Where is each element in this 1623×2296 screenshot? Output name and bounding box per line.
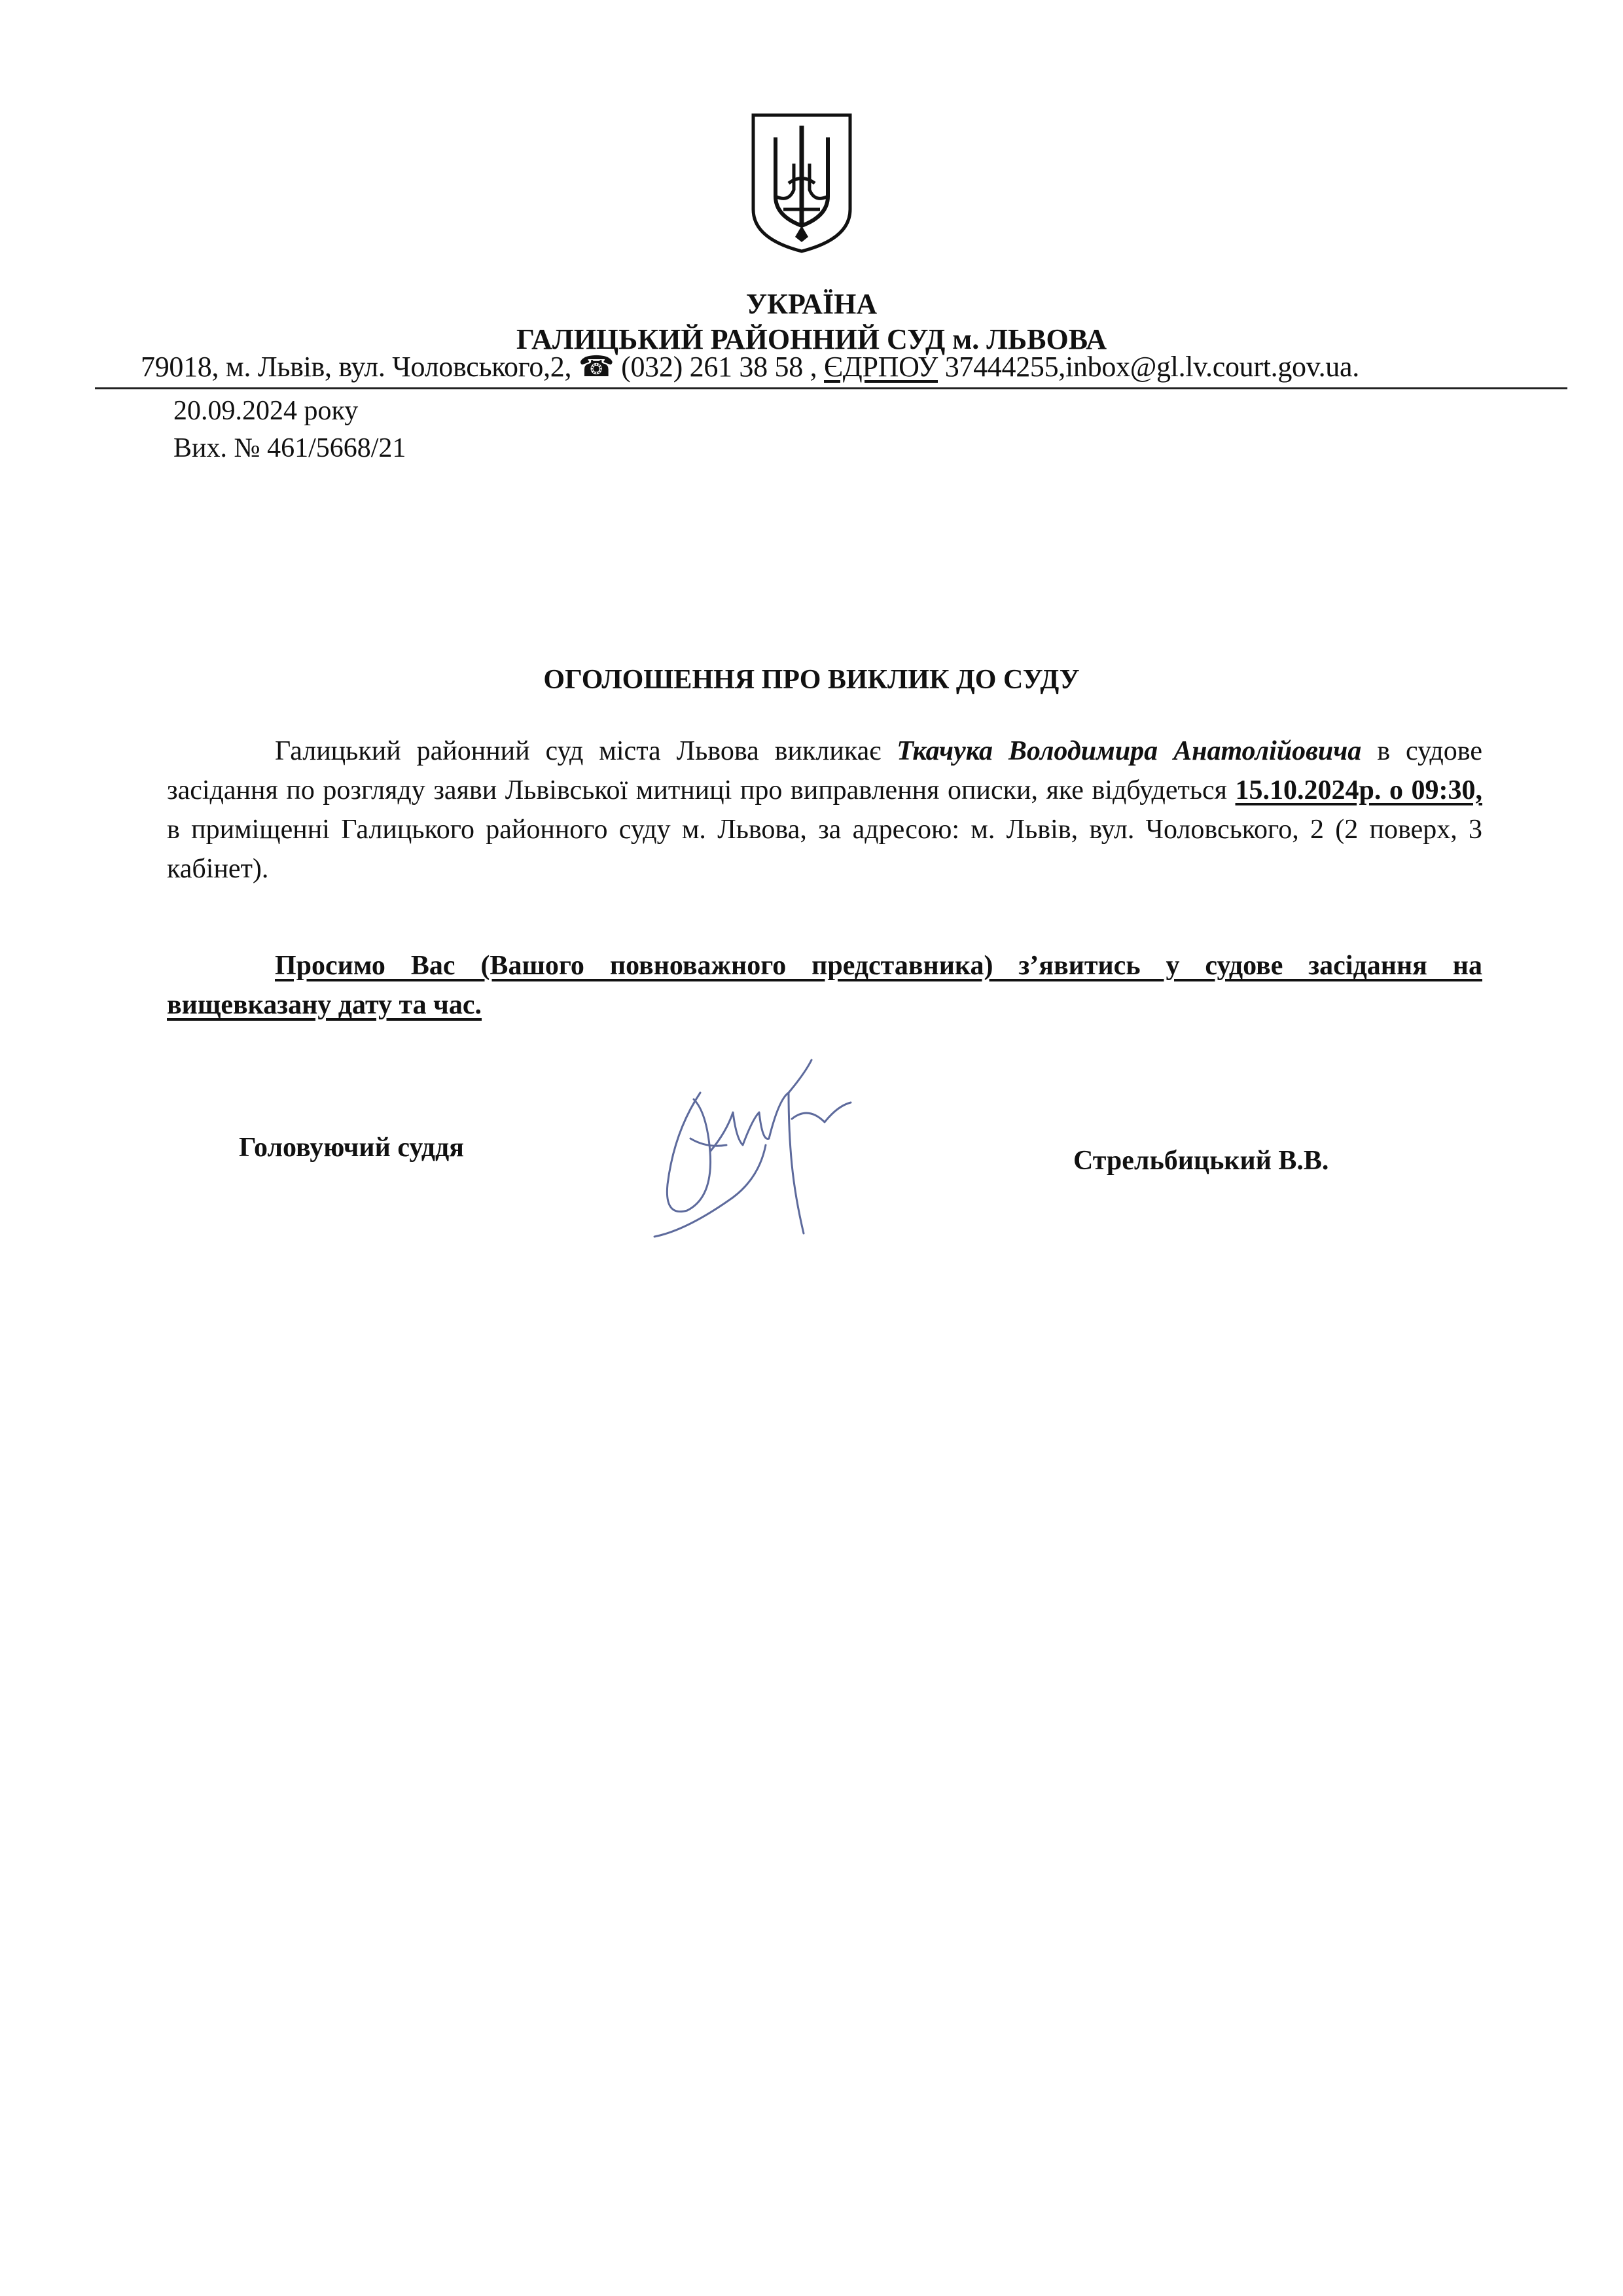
header-divider xyxy=(95,387,1567,389)
summoned-person: Ткачука Володимира Анатолійовича xyxy=(897,736,1362,766)
outgoing-number: Вих. № 461/5668/21 xyxy=(173,433,406,463)
header-country: УКРАЇНА xyxy=(745,288,878,320)
phone-icon: ☎ xyxy=(578,351,615,383)
address-text: 79018, м. Львів, вул. Чоловського,2, xyxy=(141,351,579,383)
phone-number: (032) 261 38 58 , xyxy=(621,351,825,383)
edrpou-label: ЄДРПОУ xyxy=(824,351,938,383)
coat-of-arms-emblem xyxy=(749,111,854,255)
request-text: Просимо Вас (Вашого повноважного представника) з’явитись у судове засідання на вищевказану дату та час. xyxy=(167,951,1482,1020)
body-text-mid: в судове засідання по розгляду заяви Львівської митниці про виправлення описки, яке відбудеться xyxy=(167,736,1483,805)
judge-role: Головуючий суддя xyxy=(239,1133,464,1163)
body-text-start: Галицький районний суд міста Львова викликає xyxy=(275,736,897,766)
body-paragraph xyxy=(167,732,1482,889)
document-title: ОГОЛОШЕННЯ ПРО ВИКЛИК ДО СУДУ xyxy=(543,665,1080,695)
request-paragraph xyxy=(167,946,1482,1025)
header-court-name: ГАЛИЦЬКИЙ РАЙОННИЙ СУД м. ЛЬВОВА xyxy=(516,323,1107,355)
body-text-end: в приміщенні Галицького районного суду м. Львова, за адресою: м. Львів, вул. Чоловського, 2 (2 поверх, 3 кабінет). xyxy=(167,815,1482,884)
hearing-datetime: 15.10.2024р. о 09:30, xyxy=(1235,775,1482,805)
document-date: 20.09.2024 року xyxy=(173,396,359,426)
header-address-line xyxy=(141,350,1359,383)
handwritten-signature xyxy=(628,1034,864,1256)
edrpou-email: 37444255,inbox@gl.lv.court.gov.ua. xyxy=(938,351,1359,383)
judge-name: Стрельбицький В.В. xyxy=(1073,1146,1329,1176)
